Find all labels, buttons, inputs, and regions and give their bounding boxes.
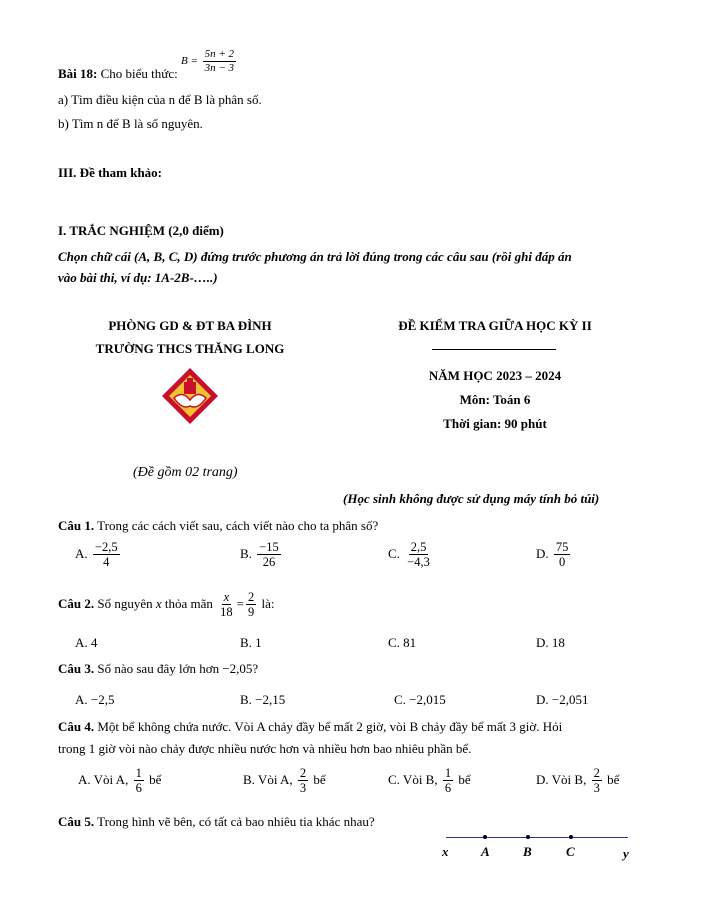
q3-option-d[interactable]: D. −2,051	[536, 692, 589, 707]
q2-f2-num: 2	[248, 590, 255, 604]
bai18-formula-den: 3n − 3	[204, 61, 235, 74]
logo-tower-top	[187, 378, 193, 384]
q4-option-c[interactable]	[388, 766, 471, 796]
q4-option-d-den: 3	[593, 781, 600, 796]
q3-option-c[interactable]: C. −2,015	[394, 692, 446, 707]
q2-text	[58, 590, 275, 620]
q4-option-d-num: 2	[593, 766, 600, 780]
q3-option-a[interactable]: A. −2,5	[75, 692, 115, 707]
bai18-part-a: a) Tìm điều kiện của n để B là phân số.	[58, 92, 262, 107]
q4-option-d-post: bể	[607, 771, 620, 787]
q1-option-c[interactable]	[388, 540, 434, 570]
q5-point-c: C	[566, 844, 575, 859]
q5-point-b: B	[523, 844, 532, 859]
q3-question: Số nào sau đây lớn hơn −2,05?	[97, 661, 259, 676]
header-time: Thời gian: 90 phút	[443, 416, 547, 431]
q2-option-a[interactable]: A. 4	[75, 635, 98, 650]
q1-option-a-num: −2,5	[94, 540, 118, 554]
header-left-1: PHÒNG GD & ĐT BA ĐÌNH	[108, 318, 272, 333]
bai18-formula-num: 5n + 2	[204, 48, 235, 60]
q4-option-b-pre: B. Vòi A,	[243, 771, 293, 787]
q1-text	[58, 518, 378, 534]
q3-option-b[interactable]: B. −2,15	[240, 692, 286, 707]
q1-option-b-letter: B.	[240, 545, 252, 561]
bai18-intro: Cho biểu thức:	[100, 65, 178, 81]
header-right-underline	[432, 349, 556, 350]
q1-option-a-letter: A.	[75, 545, 88, 561]
q5-point-a: A	[481, 844, 490, 859]
q3-text	[58, 661, 258, 677]
q1-question: Trong các cách viết sau, cách viết nào cho ta phân số?	[97, 518, 379, 533]
q5-dot-a	[483, 835, 487, 839]
q1-option-d-den: 0	[559, 555, 566, 570]
q5-dot-c	[569, 835, 573, 839]
q4-option-c-num: 1	[444, 766, 452, 780]
calculator-note: (Học sinh không được sử dụng máy tính bỏ túi)	[343, 491, 600, 506]
q4-option-b-num: 2	[299, 766, 307, 780]
part1-heading: I. TRẮC NGHIỆM (2,0 điểm)	[58, 223, 224, 238]
q5-label: Câu 5.	[58, 814, 95, 829]
q5-question: Trong hình vẽ bên, có tất cả bao nhiêu tia khác nhau?	[97, 814, 375, 829]
q1-option-b[interactable]	[240, 540, 283, 570]
q2-f1-num: x	[223, 590, 230, 604]
bai18-formula-lhs: B =	[180, 54, 198, 67]
q4-text-2: trong 1 giờ vòi nào chảy được nhiều nước hơn và nhiều hơn bao nhiêu phần bể.	[58, 741, 472, 756]
q4-question-1: Một bể không chứa nước. Vòi A chảy đầy bể mất 2 giờ, vòi B chảy đầy bể mất 3 giờ. Hỏi	[97, 719, 563, 734]
q1-option-c-letter: C.	[388, 545, 400, 561]
q4-text-1	[58, 719, 562, 735]
q1-option-b-den: 26	[262, 555, 276, 570]
q1-label: Câu 1.	[58, 518, 95, 533]
q3-label: Câu 3.	[58, 661, 95, 676]
q5-text	[58, 814, 375, 830]
q2-text-mid: thỏa mãn	[164, 595, 213, 611]
q4-option-b-den: 3	[299, 781, 307, 796]
q4-option-a-post: bể	[149, 771, 162, 787]
q4-option-d[interactable]	[536, 766, 619, 796]
header-year: NĂM HỌC 2023 – 2024	[428, 368, 562, 383]
q2-f1-den: 18	[220, 605, 233, 620]
q4-option-a[interactable]	[78, 766, 161, 796]
header-subject: Môn: Toán 6	[459, 392, 531, 407]
q5-point-x: x	[442, 844, 449, 859]
part1-instruction-2: vào bài thi, ví dụ: 1A-2B-…..)	[58, 270, 218, 285]
header-right-title: ĐỀ KIỂM TRA GIỮA HỌC KỲ II	[398, 318, 592, 333]
q4-option-c-pre: C. Vòi B,	[388, 771, 438, 787]
q2-option-b[interactable]: B. 1	[240, 635, 262, 650]
q1-option-d-num: 75	[555, 540, 569, 554]
q4-option-b[interactable]	[243, 766, 326, 796]
bai18-formula	[180, 48, 238, 74]
q2-var: x	[155, 595, 162, 611]
q2-option-c[interactable]: C. 81	[388, 635, 417, 650]
section3-heading: III. Đề tham khảo:	[58, 165, 163, 180]
q4-label: Câu 4.	[58, 719, 95, 734]
q4-option-c-post: bể	[458, 771, 471, 787]
q2-f2-den: 9	[248, 605, 255, 620]
q4-option-c-den: 6	[444, 781, 452, 796]
q1-option-a[interactable]	[75, 540, 122, 570]
bai18-part-b: b) Tìm n để B là số nguyên.	[58, 116, 203, 131]
q4-option-a-num: 1	[135, 766, 142, 780]
school-logo	[160, 366, 220, 426]
pages-note: (Đề gồm 02 trang)	[133, 465, 238, 480]
part1-instruction-1: Chọn chữ cái (A, B, C, D) đứng trước phương án trả lời đúng trong các câu sau (rồi ghi đáp án	[58, 249, 572, 264]
q5-point-y: y	[623, 846, 629, 861]
q2-label: Câu 2.	[58, 595, 95, 611]
q2-eq: =	[236, 595, 245, 611]
q4-option-d-pre: D. Vòi B,	[536, 771, 587, 787]
q4-option-a-den: 6	[135, 781, 142, 796]
bai18-label: Bài 18:	[58, 65, 98, 81]
q1-option-c-num: 2,5	[410, 540, 427, 554]
q1-option-d[interactable]	[536, 540, 572, 570]
q2-text-post: là:	[261, 595, 275, 611]
q2-text-pre: Số nguyên	[97, 595, 153, 611]
q1-option-a-den: 4	[103, 555, 110, 570]
q1-option-d-letter: D.	[536, 545, 549, 561]
q1-option-b-num: −15	[259, 540, 279, 554]
q2-option-d[interactable]: D. 18	[536, 635, 565, 650]
q5-dot-b	[526, 835, 530, 839]
q5-line	[446, 837, 628, 838]
q4-option-b-post: bể	[313, 771, 326, 787]
header-left-2: TRƯỜNG THCS THĂNG LONG	[95, 341, 285, 356]
q4-option-a-pre: A. Vòi A,	[78, 771, 129, 787]
bai18-line	[58, 48, 238, 81]
q1-option-c-den: −4,3	[407, 555, 430, 570]
